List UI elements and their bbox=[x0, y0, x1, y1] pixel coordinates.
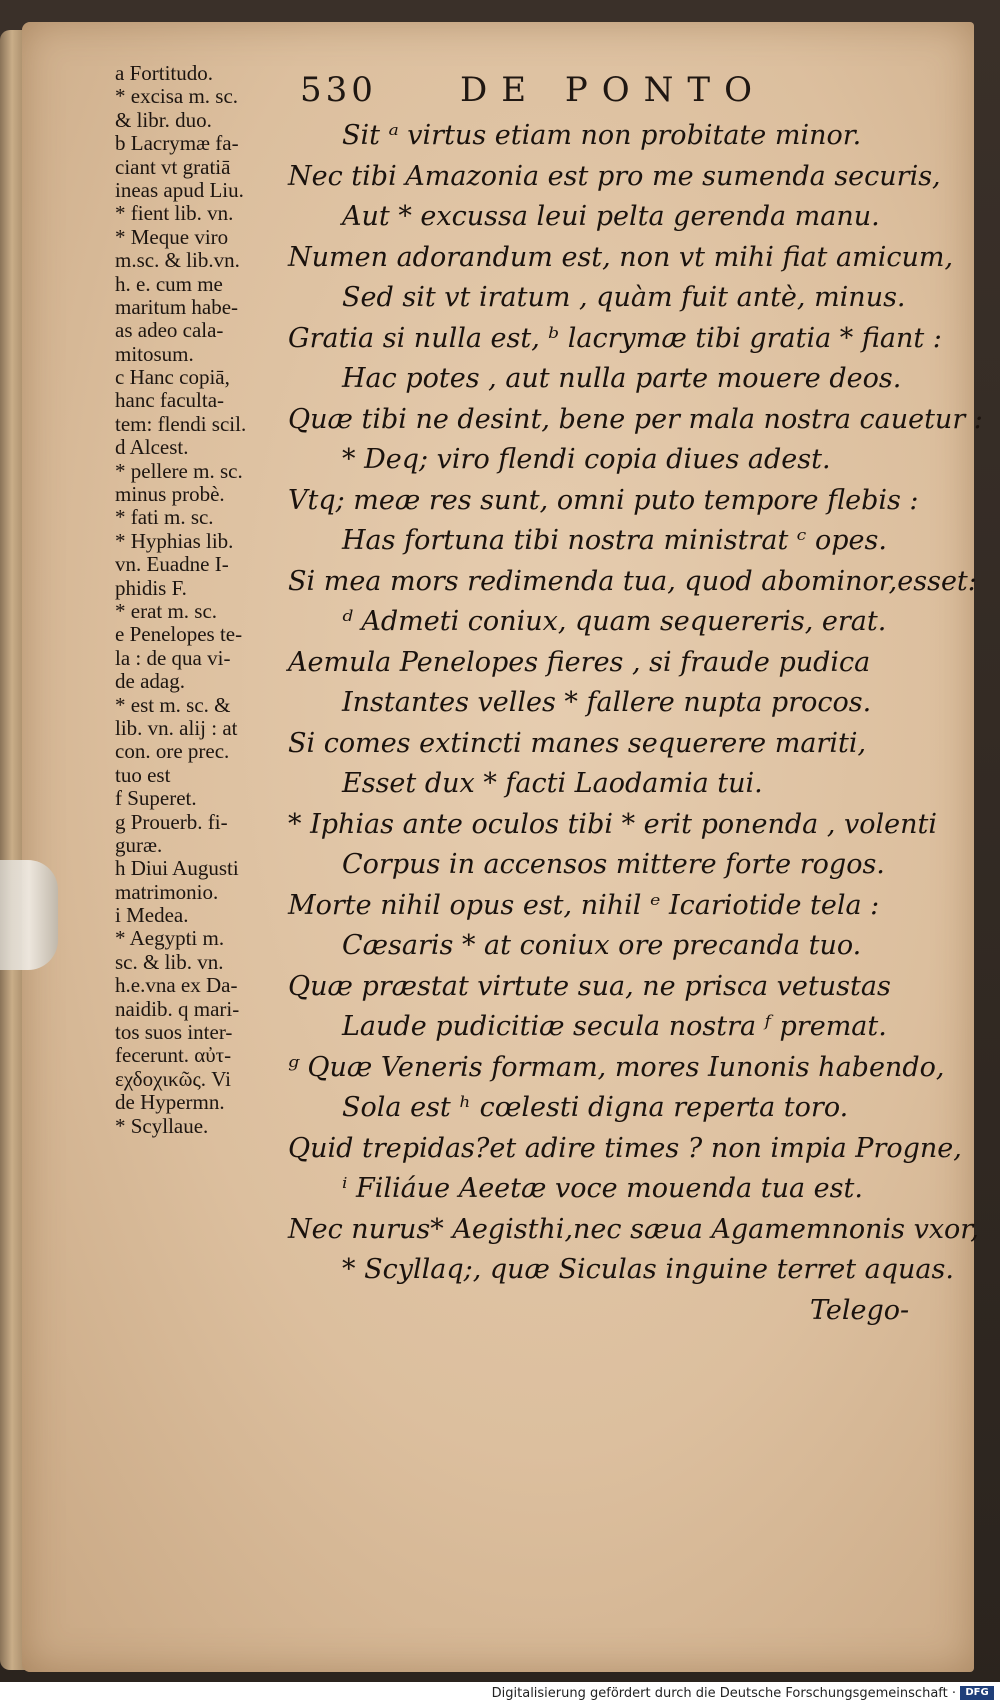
verse-line: Has fortuna tibi nostra ministrat ᶜ opes. bbox=[342, 525, 887, 556]
verse-line: Si comes extincti manes sequerere mariti, bbox=[288, 727, 867, 759]
verse-line: Gratia si nulla est, ᵇ lacrymæ tibi gratia * fiant : bbox=[288, 322, 942, 354]
margin-note-line: ineas apud Liu. bbox=[115, 177, 244, 202]
margin-note-line: la : de qua vi- bbox=[115, 645, 231, 670]
margin-note-line: fecerunt. αὐτ- bbox=[115, 1043, 232, 1068]
verse-line: Cæsaris * at coniux ore precanda tuo. bbox=[342, 930, 862, 961]
verse-line: Morte nihil opus est, nihil ᵉ Icariotide tela : bbox=[288, 889, 880, 921]
verse-line: Hac potes , aut nulla parte mouere deos. bbox=[342, 363, 902, 394]
margin-note-line: h Diui Augusti bbox=[115, 856, 239, 881]
verse-line: ⁱ Filiáue Aeetæ voce mouenda tua est. bbox=[342, 1173, 863, 1204]
margin-note-line: hanc faculta- bbox=[115, 388, 225, 413]
margin-note-line: tos suos inter- bbox=[115, 1020, 233, 1045]
verse-line: Quid trepidas?et adire times ? non impia Progne, bbox=[288, 1132, 962, 1164]
verse-line: Sed sit vt iratum , quàm fuit antè, minus. bbox=[342, 282, 906, 313]
margin-note-line: * excisa m. sc. bbox=[115, 84, 239, 109]
margin-note-line: * Meque viro bbox=[115, 224, 229, 249]
footer-text: Digitalisierung gefördert durch die Deutsche Forschungsgemeinschaft · bbox=[491, 1686, 956, 1701]
margin-note-line: * erat m. sc. bbox=[115, 598, 218, 623]
margin-note-line: maritum habe- bbox=[115, 294, 239, 319]
margin-note-line: phidis F. bbox=[115, 575, 187, 600]
verse-line: Aut * excussa leui pelta gerenda manu. bbox=[342, 201, 880, 232]
margin-note-line: tuo est bbox=[115, 762, 171, 787]
verse-line: Nec nurus* Aegisthi,nec sæua Agamemnonis vxor, bbox=[288, 1213, 979, 1245]
margin-note-line: * pellere m. sc. bbox=[115, 458, 243, 483]
margin-note-line: ciant vt gratiā bbox=[115, 154, 231, 179]
margin-note-line: as adeo cala- bbox=[115, 318, 224, 343]
margin-note-line: c Hanc copiā, bbox=[115, 365, 230, 390]
margin-note-line: * Hyphias lib. bbox=[115, 528, 234, 553]
verse-line: Numen adorandum est, non vt mihi fiat amicum, bbox=[288, 241, 954, 273]
margin-note-line: * fati m. sc. bbox=[115, 505, 214, 530]
verse-line: Nec tibi Amazonia est pro me sumenda securis, bbox=[288, 160, 941, 192]
margin-note-line: m.sc. & lib.vn. bbox=[115, 248, 240, 273]
margin-note-line: de Hypermn. bbox=[115, 1090, 225, 1115]
margin-notes bbox=[115, 62, 290, 1138]
margin-note-line: * fient lib. vn. bbox=[115, 201, 234, 226]
verse-line: ᵈ Admeti coniux, quam sequereris, erat. bbox=[342, 606, 887, 637]
digitization-footer bbox=[0, 1682, 1000, 1704]
running-title: DE PONTO bbox=[460, 70, 766, 110]
verse-line: Sola est ʰ cœlesti digna reperta toro. bbox=[342, 1092, 849, 1123]
margin-note-line: g Prouerb. fi- bbox=[115, 809, 228, 834]
margin-note-line: matrimonio. bbox=[115, 879, 219, 904]
margin-note-line: e Penelopes te- bbox=[115, 622, 243, 647]
verse-line: Sit ᵃ virtus etiam non probitate minor. bbox=[342, 120, 862, 151]
verse-line: * Scyllaq;, quæ Siculas inguine terret aquas. bbox=[342, 1254, 954, 1285]
verse-line: Laude pudicitiæ secula nostra ᶠ premat. bbox=[342, 1011, 887, 1042]
verse-line: Vtq; meæ res sunt, omni puto tempore flebis : bbox=[288, 484, 919, 516]
verse-line: * Deq; viro flendi copia diues adest. bbox=[342, 444, 831, 475]
margin-note-line: i Medea. bbox=[115, 903, 189, 928]
page-header bbox=[300, 70, 820, 116]
margin-note-line: de adag. bbox=[115, 669, 185, 694]
margin-note-line: mitosum. bbox=[115, 341, 194, 366]
verse-line: Aemula Penelopes fieres , si fraude pudica bbox=[288, 646, 871, 678]
verse-line: Si mea mors redimenda tua, quod abominor,esset: bbox=[288, 565, 977, 597]
margin-note-line: minus probè. bbox=[115, 482, 225, 507]
verse-line: Esset dux * facti Laodamia tui. bbox=[342, 768, 763, 799]
margin-note-line: * Scyllaue. bbox=[115, 1113, 209, 1138]
margin-note-line: * est m. sc. & bbox=[115, 692, 231, 717]
margin-note-line: guræ. bbox=[115, 832, 163, 857]
verse-line: ᵍ Quæ Veneris formam, mores Iunonis habendo, bbox=[288, 1051, 945, 1083]
margin-note-line: h.e.vna ex Da- bbox=[115, 973, 238, 998]
verse-line: Quæ tibi ne desint, bene per mala nostra cauetur : bbox=[288, 403, 983, 435]
margin-note-line: f Superet. bbox=[115, 786, 197, 811]
page-number: 530 bbox=[300, 70, 377, 110]
margin-note-line: a Fortitudo. bbox=[115, 61, 213, 85]
margin-note-line: & libr. duo. bbox=[115, 107, 212, 132]
margin-note-line: b Lacrymæ fa- bbox=[115, 131, 239, 156]
margin-note-line: con. ore prec. bbox=[115, 739, 230, 764]
verse-line: Instantes velles * fallere nupta procos. bbox=[342, 687, 872, 718]
margin-note-line: εχδοχικῶς. Vi bbox=[115, 1066, 232, 1091]
margin-note-line: h. e. cum me bbox=[115, 271, 223, 296]
page-clip bbox=[0, 860, 58, 970]
catchword: Telego- bbox=[810, 1294, 910, 1326]
verse-line: * Iphias ante oculos tibi * erit ponenda , volenti bbox=[288, 808, 938, 840]
margin-note-line: vn. Euadne I- bbox=[115, 552, 229, 577]
margin-note-line: tem: flendi scil. bbox=[115, 411, 247, 436]
margin-note-line: d Alcest. bbox=[115, 435, 189, 460]
margin-note-line: sc. & lib. vn. bbox=[115, 949, 224, 974]
dfg-logo: DFG bbox=[960, 1686, 994, 1700]
margin-note-line: naidib. q mari- bbox=[115, 996, 240, 1021]
margin-note-line: * Aegypti m. bbox=[115, 926, 225, 951]
margin-note-line: lib. vn. alij : at bbox=[115, 715, 238, 740]
verse-line: Corpus in accensos mittere forte rogos. bbox=[342, 849, 885, 880]
verse-line: Quæ præstat virtute sua, ne prisca vetustas bbox=[288, 970, 891, 1002]
